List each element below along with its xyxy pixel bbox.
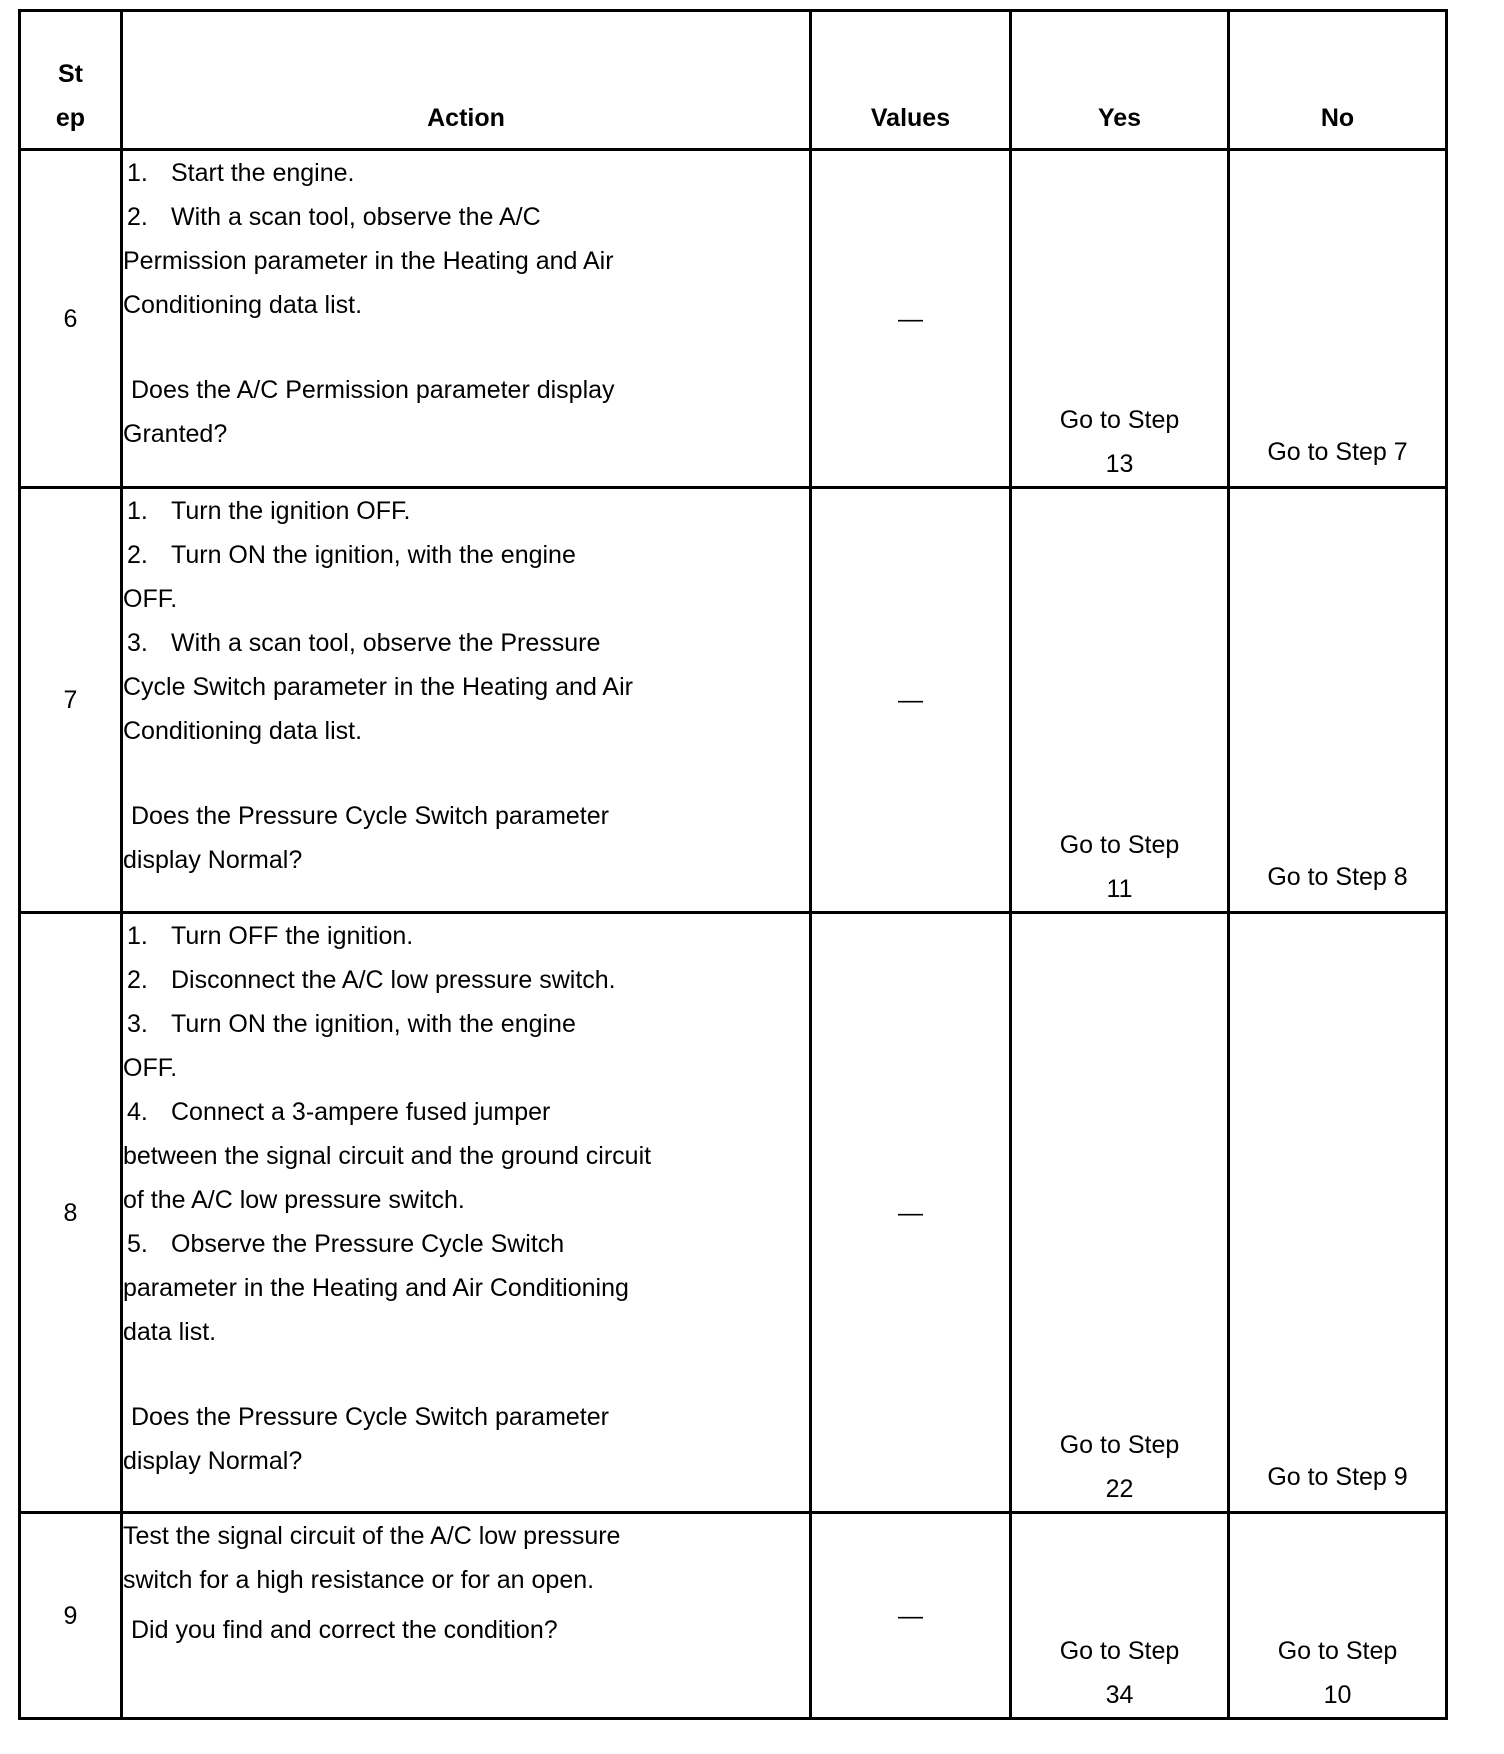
yes-cell <box>1011 488 1229 913</box>
action-cell <box>122 1513 811 1719</box>
yes-line: 11 <box>1106 875 1133 903</box>
table-row-step-6 <box>20 150 1447 488</box>
no-line: Go to Step <box>1277 1637 1398 1665</box>
header-no: No <box>1229 11 1447 150</box>
action-cell <box>122 150 811 488</box>
action-question: display Normal? <box>123 1447 303 1475</box>
action-item: 2. With a scan tool, observe the A/C <box>127 203 541 231</box>
step-number: 9 <box>20 1513 122 1719</box>
action-item: 1. Start the engine. <box>127 159 355 187</box>
action-question: Does the Pressure Cycle Switch parameter <box>131 802 609 830</box>
action-text: Permission parameter in the Heating and Air <box>123 247 614 275</box>
step-number: 7 <box>20 488 122 913</box>
action-text: parameter in the Heating and Air Conditioning <box>123 1274 629 1302</box>
action-question: Does the A/C Permission parameter display <box>131 376 615 404</box>
values-cell: — <box>811 1513 1011 1719</box>
action-item: 5. Observe the Pressure Cycle Switch <box>127 1230 565 1258</box>
yes-cell <box>1011 1513 1229 1719</box>
yes-line: Go to Step <box>1059 831 1180 859</box>
action-text: Test the signal circuit of the A/C low pressure <box>123 1522 621 1550</box>
action-text: Conditioning data list. <box>123 291 363 319</box>
yes-line: Go to Step <box>1059 1431 1180 1459</box>
yes-line: Go to Step <box>1059 1637 1180 1665</box>
no-cell <box>1229 1513 1447 1719</box>
yes-cell <box>1011 913 1229 1513</box>
no-line: 10 <box>1323 1681 1352 1709</box>
action-item: 1. Turn OFF the ignition. <box>127 922 414 950</box>
yes-line: 34 <box>1105 1681 1134 1709</box>
action-item: 2. Turn ON the ignition, with the engine <box>127 541 576 569</box>
values-cell: — <box>811 488 1011 913</box>
yes-line: 22 <box>1105 1475 1134 1503</box>
action-text: between the signal circuit and the ground circuit <box>123 1142 652 1170</box>
action-text: switch for a high resistance or for an open. <box>123 1566 595 1594</box>
action-item: 2. Disconnect the A/C low pressure switch. <box>127 966 616 994</box>
action-text: OFF. <box>123 1054 178 1082</box>
action-question: Does the Pressure Cycle Switch parameter <box>131 1403 609 1431</box>
action-cell <box>122 913 811 1513</box>
action-text: OFF. <box>123 585 178 613</box>
action-item: 3. With a scan tool, observe the Pressure <box>127 629 601 657</box>
action-question: display Normal? <box>123 846 303 874</box>
step-number: 6 <box>20 150 122 488</box>
yes-line: Go to Step <box>1059 406 1180 434</box>
action-question: Did you find and correct the condition? <box>131 1616 558 1644</box>
diagnostic-table <box>18 9 1448 1720</box>
values-cell: — <box>811 913 1011 1513</box>
header-values: Values <box>811 11 1011 150</box>
header-yes: Yes <box>1011 11 1229 150</box>
action-item: 1. Turn the ignition OFF. <box>127 497 411 525</box>
action-item: 3. Turn ON the ignition, with the engine <box>127 1010 576 1038</box>
header-action: Action <box>122 11 811 150</box>
header-step <box>20 11 122 150</box>
header-step-line2: ep <box>55 104 86 132</box>
action-cell <box>122 488 811 913</box>
action-item: 4. Connect a 3-ampere fused jumper <box>127 1098 551 1126</box>
table-row-step-8 <box>20 913 1447 1513</box>
step-number: 8 <box>20 913 122 1513</box>
yes-line: 13 <box>1105 450 1134 478</box>
no-cell: Go to Step 9 <box>1229 913 1447 1513</box>
action-text: Cycle Switch parameter in the Heating and Air <box>123 673 633 701</box>
action-text: of the A/C low pressure switch. <box>123 1186 465 1214</box>
action-question: Granted? <box>123 420 228 448</box>
table-row-step-9 <box>20 1513 1447 1719</box>
header-row <box>20 11 1447 150</box>
action-text: Conditioning data list. <box>123 717 363 745</box>
table-row-step-7 <box>20 488 1447 913</box>
values-cell: — <box>811 150 1011 488</box>
yes-cell <box>1011 150 1229 488</box>
action-text: data list. <box>123 1318 217 1346</box>
no-cell: Go to Step 8 <box>1229 488 1447 913</box>
no-cell: Go to Step 7 <box>1229 150 1447 488</box>
header-step-line1: St <box>58 60 83 88</box>
